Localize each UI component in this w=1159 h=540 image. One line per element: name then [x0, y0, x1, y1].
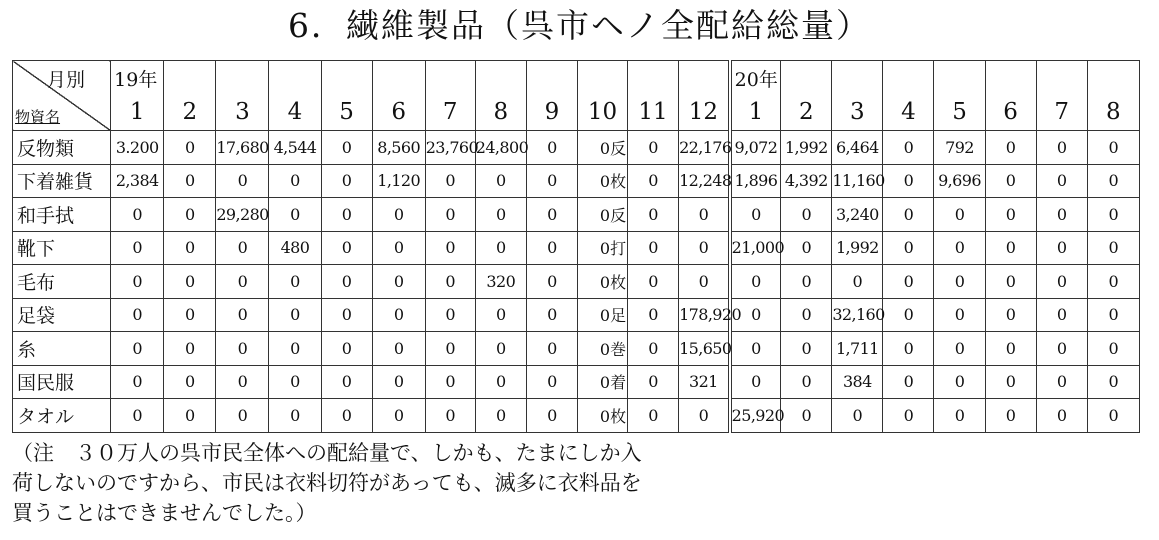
value-cell: 3.200 — [111, 131, 164, 165]
value-cell: 0 — [216, 164, 269, 198]
footnote-line: 荷しないのですから、市民は衣料切符があっても、滅多に衣料品を — [12, 471, 642, 495]
month-header — [372, 61, 425, 131]
month-header — [781, 61, 832, 131]
value-cell: 0 — [425, 399, 475, 433]
value-cell: 29,280 — [216, 198, 269, 232]
value-cell: 0 — [832, 399, 883, 433]
month-label: 5 — [952, 99, 967, 125]
value-cell: 0 — [526, 231, 577, 265]
month-header — [832, 61, 883, 131]
month-header — [577, 61, 627, 131]
value-cell: 0 — [934, 231, 985, 265]
value-cell: 0 — [164, 399, 216, 433]
value-cell: 0 — [934, 332, 985, 366]
value-cell: 0 — [781, 298, 832, 332]
month-label: 12 — [688, 99, 718, 125]
value-cell: 0 — [883, 231, 934, 265]
month-header — [679, 61, 730, 131]
value-cell: 0 — [164, 198, 216, 232]
item-name: 和手拭 — [13, 198, 111, 232]
value-cell: 6,464 — [832, 131, 883, 165]
value-cell: 0 — [883, 265, 934, 299]
value-cell: 0 — [1087, 198, 1139, 232]
value-cell: 0 — [730, 365, 781, 399]
value-cell: 0 — [321, 164, 372, 198]
value-cell: 0 — [934, 399, 985, 433]
value-cell-with-unit — [577, 265, 627, 299]
value-cell: 0 — [475, 399, 526, 433]
value-cell: 0 — [679, 198, 730, 232]
value-cell: 0 — [883, 131, 934, 165]
unit-label: 枚 — [610, 406, 627, 426]
table-row — [13, 265, 1140, 299]
month-header — [425, 61, 475, 131]
value-cell: 0 — [269, 332, 321, 366]
value-cell: 0 — [1087, 131, 1139, 165]
value-cell: 0 — [730, 265, 781, 299]
value-cell: 0 — [269, 298, 321, 332]
value-cell: 1,992 — [832, 231, 883, 265]
value-cell: 0 — [526, 298, 577, 332]
table-row — [13, 365, 1140, 399]
value-cell: 0 — [628, 332, 679, 366]
value-cell: 0 — [164, 298, 216, 332]
value-cell: 0 — [985, 298, 1036, 332]
header-row — [13, 61, 1140, 131]
value-cell: 0 — [526, 164, 577, 198]
page-title: 6．繊維製品（呉市ヘノ全配給総量） — [288, 6, 871, 45]
value-cell: 0 — [475, 198, 526, 232]
cell-value: 0 — [599, 272, 611, 292]
value-cell: 0 — [1036, 332, 1087, 366]
value-cell: 25,920 — [730, 399, 781, 433]
value-cell: 0 — [679, 231, 730, 265]
value-cell: 0 — [1087, 231, 1139, 265]
value-cell: 0 — [883, 399, 934, 433]
value-cell: 0 — [1036, 131, 1087, 165]
value-cell: 0 — [475, 298, 526, 332]
value-cell: 0 — [425, 332, 475, 366]
unit-label: 巻 — [610, 339, 627, 359]
value-cell: 0 — [934, 198, 985, 232]
value-cell: 0 — [372, 399, 425, 433]
value-cell: 0 — [781, 365, 832, 399]
year-label: 20年 — [734, 69, 778, 91]
value-cell: 0 — [883, 164, 934, 198]
month-label: 1 — [748, 99, 764, 125]
value-cell: 0 — [321, 298, 372, 332]
table-row — [13, 399, 1140, 433]
unit-label: 枚 — [610, 272, 627, 292]
value-cell: 0 — [372, 198, 425, 232]
value-cell: 9,696 — [934, 164, 985, 198]
value-cell: 1,711 — [832, 332, 883, 366]
value-cell: 0 — [781, 198, 832, 232]
value-cell: 0 — [372, 265, 425, 299]
month-header — [730, 61, 781, 131]
cell-value: 0 — [599, 306, 611, 326]
value-cell-with-unit — [577, 164, 627, 198]
value-cell: 0 — [475, 332, 526, 366]
value-cell: 0 — [372, 365, 425, 399]
month-label: 7 — [442, 99, 458, 125]
value-cell: 0 — [164, 231, 216, 265]
value-cell: 0 — [321, 131, 372, 165]
value-cell: 0 — [883, 198, 934, 232]
value-cell: 0 — [883, 365, 934, 399]
month-label: 3 — [850, 99, 865, 125]
value-cell: 0 — [372, 231, 425, 265]
corner-item-label: 物資名 — [15, 108, 61, 126]
value-cell: 23,760 — [425, 131, 475, 165]
value-cell: 0 — [1087, 332, 1139, 366]
month-label: 7 — [1054, 99, 1069, 125]
value-cell: 0 — [781, 265, 832, 299]
unit-label: 反 — [610, 138, 627, 158]
value-cell: 0 — [321, 198, 372, 232]
year-label: 19年 — [114, 69, 158, 91]
value-cell: 0 — [628, 198, 679, 232]
value-cell: 0 — [1036, 399, 1087, 433]
month-label: 4 — [901, 99, 916, 125]
value-cell: 0 — [1087, 399, 1139, 433]
table-row — [13, 332, 1140, 366]
value-cell: 0 — [1087, 265, 1139, 299]
value-cell: 321 — [679, 365, 730, 399]
table-row — [13, 298, 1140, 332]
value-cell: 0 — [1036, 298, 1087, 332]
value-cell-with-unit — [577, 399, 627, 433]
value-cell: 0 — [269, 265, 321, 299]
value-cell: 4,544 — [269, 131, 321, 165]
value-cell: 0 — [526, 131, 577, 165]
cell-value: 0 — [599, 172, 611, 192]
unit-label: 着 — [610, 373, 627, 393]
month-label: 5 — [339, 99, 354, 125]
value-cell: 320 — [475, 265, 526, 299]
month-label: 2 — [798, 99, 814, 125]
value-cell: 9,072 — [730, 131, 781, 165]
value-cell: 0 — [111, 198, 164, 232]
value-cell: 0 — [425, 365, 475, 399]
item-name: タオル — [13, 399, 111, 433]
value-cell: 0 — [679, 399, 730, 433]
value-cell: 0 — [216, 399, 269, 433]
cell-value: 0 — [599, 239, 611, 259]
value-cell: 0 — [216, 332, 269, 366]
value-cell: 0 — [372, 332, 425, 366]
item-name: 足袋 — [13, 298, 111, 332]
value-cell: 0 — [628, 298, 679, 332]
value-cell: 0 — [425, 231, 475, 265]
value-cell: 0 — [628, 365, 679, 399]
value-cell: 0 — [111, 365, 164, 399]
value-cell: 0 — [1087, 164, 1139, 198]
month-header — [164, 61, 216, 131]
month-label: 6 — [1003, 99, 1018, 125]
value-cell: 0 — [628, 231, 679, 265]
month-header — [269, 61, 321, 131]
value-cell: 0 — [164, 164, 216, 198]
footnote-line: 買うことはできませんでした。） — [12, 501, 317, 525]
value-cell: 0 — [164, 365, 216, 399]
unit-label: 打 — [610, 239, 627, 259]
value-cell: 3,240 — [832, 198, 883, 232]
value-cell: 0 — [526, 265, 577, 299]
value-cell: 11,160 — [832, 164, 883, 198]
value-cell: 0 — [628, 399, 679, 433]
value-cell: 24,800 — [475, 131, 526, 165]
value-cell: 0 — [216, 265, 269, 299]
value-cell: 0 — [1036, 231, 1087, 265]
value-cell: 0 — [730, 332, 781, 366]
value-cell: 0 — [425, 265, 475, 299]
value-cell: 0 — [934, 265, 985, 299]
value-cell: 0 — [475, 365, 526, 399]
value-cell: 0 — [321, 332, 372, 366]
cell-value: 0 — [599, 373, 611, 393]
month-label: 11 — [638, 99, 668, 125]
value-cell: 0 — [321, 265, 372, 299]
value-cell-with-unit — [577, 198, 627, 232]
item-name: 国民服 — [13, 365, 111, 399]
unit-label: 反 — [610, 205, 627, 225]
month-header — [111, 61, 164, 131]
value-cell: 17,680 — [216, 131, 269, 165]
value-cell: 0 — [475, 231, 526, 265]
footnote — [12, 438, 752, 528]
value-cell: 32,160 — [832, 298, 883, 332]
value-cell: 0 — [269, 365, 321, 399]
value-cell: 0 — [1036, 265, 1087, 299]
month-header — [216, 61, 269, 131]
item-name: 糸 — [13, 332, 111, 366]
value-cell: 0 — [628, 131, 679, 165]
value-cell: 0 — [111, 298, 164, 332]
month-header — [934, 61, 985, 131]
value-cell: 0 — [679, 265, 730, 299]
value-cell: 0 — [985, 164, 1036, 198]
value-cell: 0 — [321, 231, 372, 265]
value-cell: 0 — [269, 198, 321, 232]
item-name: 毛布 — [13, 265, 111, 299]
value-cell: 0 — [1036, 198, 1087, 232]
value-cell: 0 — [934, 298, 985, 332]
value-cell: 0 — [526, 198, 577, 232]
value-cell: 0 — [1087, 365, 1139, 399]
month-header — [1036, 61, 1087, 131]
month-header — [628, 61, 679, 131]
value-cell-with-unit — [577, 365, 627, 399]
value-cell-with-unit — [577, 131, 627, 165]
value-cell: 0 — [781, 231, 832, 265]
unit-label: 足 — [610, 306, 627, 326]
value-cell: 0 — [1087, 298, 1139, 332]
month-header — [526, 61, 577, 131]
month-label: 8 — [1106, 99, 1121, 125]
value-cell: 1,120 — [372, 164, 425, 198]
value-cell: 0 — [628, 164, 679, 198]
value-cell: 0 — [526, 399, 577, 433]
value-cell: 0 — [985, 231, 1036, 265]
month-label: 4 — [287, 99, 303, 125]
cell-value: 0 — [599, 138, 611, 158]
value-cell: 0 — [164, 131, 216, 165]
value-cell: 792 — [934, 131, 985, 165]
value-cell: 0 — [269, 399, 321, 433]
value-cell: 0 — [985, 332, 1036, 366]
value-cell: 0 — [985, 265, 1036, 299]
value-cell: 178,920 — [679, 298, 730, 332]
unit-label: 枚 — [610, 172, 627, 192]
month-label: 3 — [235, 99, 250, 125]
table-row — [13, 131, 1140, 165]
value-cell: 15,650 — [679, 332, 730, 366]
value-cell: 4,392 — [781, 164, 832, 198]
table-row — [13, 231, 1140, 265]
value-cell: 1,992 — [781, 131, 832, 165]
value-cell: 0 — [425, 198, 475, 232]
value-cell: 0 — [216, 231, 269, 265]
value-cell: 0 — [730, 298, 781, 332]
value-cell: 0 — [111, 332, 164, 366]
month-label: 8 — [493, 99, 509, 125]
value-cell: 0 — [628, 265, 679, 299]
value-cell: 0 — [321, 365, 372, 399]
value-cell: 0 — [475, 164, 526, 198]
value-cell: 0 — [1036, 365, 1087, 399]
value-cell: 0 — [730, 198, 781, 232]
month-label: 1 — [129, 99, 145, 125]
value-cell: 0 — [269, 164, 321, 198]
month-label: 6 — [391, 99, 406, 125]
item-name: 下着雑貨 — [13, 164, 111, 198]
table-row — [13, 164, 1140, 198]
value-cell: 0 — [164, 265, 216, 299]
value-cell: 0 — [985, 399, 1036, 433]
value-cell: 0 — [526, 332, 577, 366]
value-cell: 0 — [781, 399, 832, 433]
distribution-table — [12, 60, 1140, 433]
value-cell: 0 — [425, 164, 475, 198]
corner-month-label: 月別 — [47, 69, 86, 91]
value-cell: 0 — [985, 198, 1036, 232]
footnote-line: （注 ３０万人の呉市民全体への配給量で、しかも、たまにしか入 — [12, 441, 642, 465]
table-row — [13, 198, 1140, 232]
value-cell-with-unit — [577, 332, 627, 366]
value-cell: 0 — [1036, 164, 1087, 198]
value-cell: 0 — [216, 365, 269, 399]
month-header — [1087, 61, 1139, 131]
value-cell: 8,560 — [372, 131, 425, 165]
month-header — [475, 61, 526, 131]
value-cell: 0 — [883, 298, 934, 332]
item-name: 反物類 — [13, 131, 111, 165]
cell-value: 0 — [599, 339, 611, 359]
value-cell: 0 — [216, 298, 269, 332]
value-cell: 480 — [269, 231, 321, 265]
value-cell: 0 — [164, 332, 216, 366]
month-header — [883, 61, 934, 131]
value-cell: 0 — [321, 399, 372, 433]
value-cell-with-unit — [577, 231, 627, 265]
value-cell: 21,000 — [730, 231, 781, 265]
value-cell: 0 — [934, 365, 985, 399]
value-cell-with-unit — [577, 298, 627, 332]
cell-value: 0 — [599, 406, 611, 426]
cell-value: 0 — [599, 205, 611, 225]
value-cell: 0 — [883, 332, 934, 366]
value-cell: 2,384 — [111, 164, 164, 198]
value-cell: 0 — [425, 298, 475, 332]
value-cell: 0 — [985, 365, 1036, 399]
value-cell: 0 — [832, 265, 883, 299]
item-name: 靴下 — [13, 231, 111, 265]
value-cell: 0 — [111, 265, 164, 299]
value-cell: 12,248 — [679, 164, 730, 198]
value-cell: 384 — [832, 365, 883, 399]
value-cell: 0 — [526, 365, 577, 399]
corner-header — [13, 61, 111, 131]
month-label: 2 — [182, 99, 198, 125]
value-cell: 0 — [111, 231, 164, 265]
value-cell: 0 — [111, 399, 164, 433]
value-cell: 0 — [372, 298, 425, 332]
value-cell: 0 — [781, 332, 832, 366]
value-cell: 1,896 — [730, 164, 781, 198]
month-header — [321, 61, 372, 131]
month-header — [985, 61, 1036, 131]
value-cell: 22,176 — [679, 131, 730, 165]
month-label: 9 — [544, 99, 560, 125]
value-cell: 0 — [985, 131, 1036, 165]
month-label: 10 — [587, 99, 618, 125]
